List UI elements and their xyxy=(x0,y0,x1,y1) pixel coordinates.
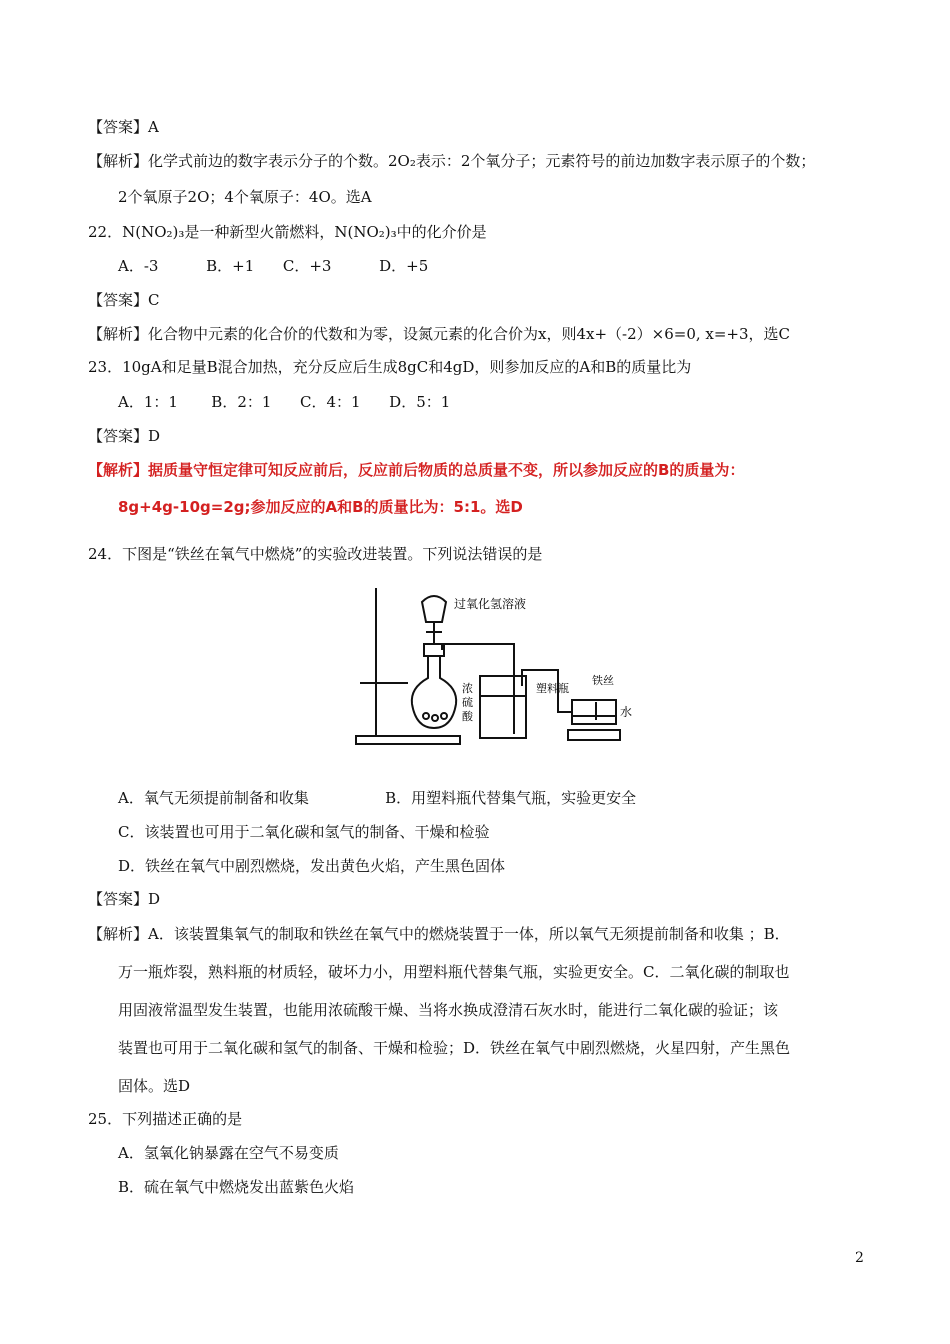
option-25-b: B．硫在氧气中燃烧发出蓝紫色火焰 xyxy=(118,1178,355,1196)
analysis-21-line2: 2个氧原子2O；4个氧原子：4O。选A xyxy=(118,188,372,206)
options-22: A．-3 B．+1 C．+3 D．+5 xyxy=(118,257,429,275)
label-acid-1: 浓 xyxy=(462,682,473,695)
analysis-24-line3: 用固液常温型发生装置，也能用浓硫酸干燥、当将水换成澄清石灰水时，能进行二氧化碳的验证；该 xyxy=(118,1001,779,1019)
answer-22: 【答案】C xyxy=(88,291,160,309)
question-22: 22．N(NO₂)₃是一种新型火箭燃料，N(NO₂)₃中的化介价是 xyxy=(88,223,487,241)
question-25: 25．下列描述正确的是 xyxy=(88,1110,243,1128)
stand-base xyxy=(356,736,460,744)
apparatus-diagram xyxy=(350,588,640,750)
flask-solid-3 xyxy=(441,713,447,719)
label-water: 水 xyxy=(620,705,633,719)
flask-solid-2 xyxy=(432,715,438,721)
round-flask xyxy=(412,656,456,728)
funnel-bulb xyxy=(422,596,446,622)
label-acid-2: 硫 xyxy=(462,696,473,709)
label-plastic-bottle: 塑料瓶 xyxy=(536,682,569,695)
analysis-24-line2: 万一瓶炸裂，熟料瓶的材质轻，破坏力小，用塑料瓶代替集气瓶，实验更安全。C．二氧化碳的制取也 xyxy=(118,963,790,981)
question-23: 23．10gA和足量B混合加热，充分反应后生成8gC和4gD，则参加反应的A和B的质量比为 xyxy=(88,358,692,376)
analysis-22: 【解析】化合物中元素的化合价的代数和为零，设氮元素的化合价为x，则4x+（-2）×6=0, x=+3，选C xyxy=(88,325,791,343)
delivery-tube-1 xyxy=(442,644,514,680)
options-23: A．1：1 B．2：1 C．4：1 D．5：1 xyxy=(118,393,451,411)
option-25-a: A．氢氧化钠暴露在空气不易变质 xyxy=(118,1144,339,1162)
wash-bottle xyxy=(480,676,526,738)
option-24-c: C．该装置也可用于二氧化碳和氢气的制备、干燥和检验 xyxy=(118,823,490,841)
analysis-24-line1: 【解析】A．该装置集氧气的制取和铁丝在氧气中的燃烧装置于一体，所以氧气无须提前制备和收集 ；B． xyxy=(88,925,790,943)
flask-solid-1 xyxy=(423,713,429,719)
analysis-23-line1: 【解析】据质量守恒定律可知反应前后，反应前后物质的总质量不变，所以参加反应的B的质量为： xyxy=(88,461,745,479)
answer-23: 【答案】D xyxy=(88,427,161,445)
analysis-23-line2: 8g+4g-10g=2g;参加反应的A和B的质量比为：5:1。选D xyxy=(118,498,523,516)
question-24: 24．下图是“铁丝在氧气中燃烧”的实验改进装置。下列说法错误的是 xyxy=(88,545,543,563)
answer-21: 【答案】A xyxy=(88,118,159,136)
label-peroxide: 过氧化氢溶液 xyxy=(454,597,527,611)
apparatus-figure xyxy=(350,588,640,750)
page-number: 2 xyxy=(855,1250,864,1266)
label-acid-3: 酸 xyxy=(462,710,473,723)
analysis-21-line1: 【解析】化学式前边的数字表示分子的个数。2O₂表示：2个氧分子；元素符号的前边加数字表示原子的个数； xyxy=(88,152,816,170)
answer-24: 【答案】D xyxy=(88,890,161,908)
plastic-bottle xyxy=(572,700,616,724)
bottle-base xyxy=(568,730,620,740)
analysis-24-line5: 固体。选D xyxy=(118,1077,191,1095)
label-iron-wire: 铁丝 xyxy=(592,674,614,687)
options-24-ab: A．氧气无须提前制备和收集 B．用塑料瓶代替集气瓶，实验更安全 xyxy=(118,789,637,807)
analysis-24-line4: 装置也可用于二氧化碳和氢气的制备、干燥和检验；D．铁丝在氧气中剧烈燃烧，火星四射，产生黑色 xyxy=(118,1039,791,1057)
option-24-d: D．铁丝在氧气中剧烈燃烧，发出黄色火焰，产生黑色固体 xyxy=(118,857,506,875)
